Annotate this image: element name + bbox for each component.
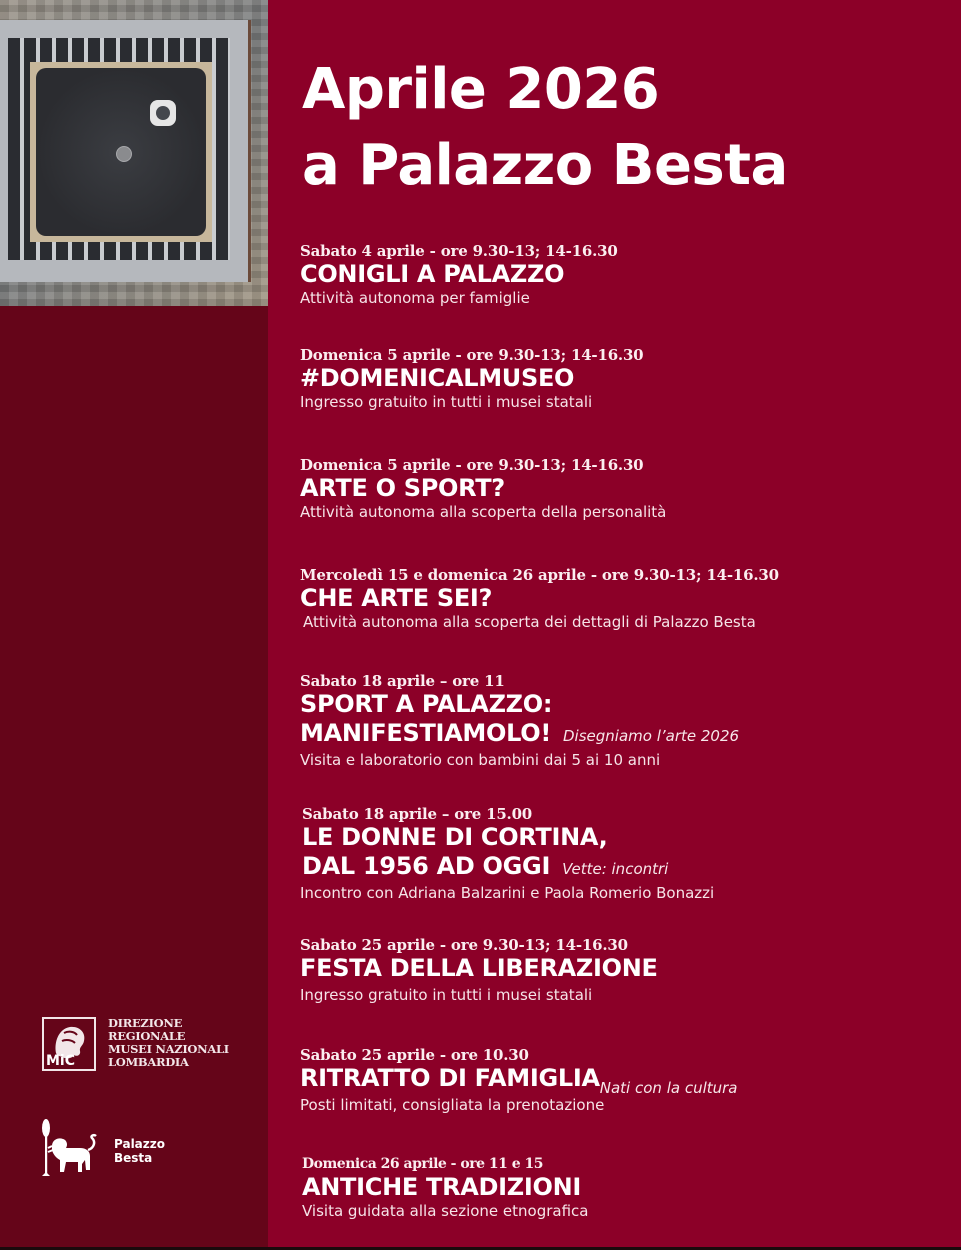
event-title: #DOMENICALMUSEO [300, 364, 575, 392]
event-description: Ingresso gratuito in tutti i musei statali [300, 986, 593, 1004]
besta-line-1: Palazzo [114, 1137, 165, 1151]
event-title: FESTA DELLA LIBERAZIONE [300, 954, 658, 982]
event-title-line-1: LE DONNE DI CORTINA, [302, 823, 608, 851]
event-date: Sabato 18 aprile – ore 11 [300, 672, 505, 690]
page-title [302, 52, 788, 204]
event-item [300, 456, 666, 522]
event-description: Incontro con Adriana Balzarini e Paola Romerio Bonazzi [300, 884, 715, 902]
event-description: Attività autonoma alla scoperta dei dettagli di Palazzo Besta [303, 613, 756, 631]
mic-line-2: REGIONALE [108, 1029, 186, 1043]
event-date: Sabato 4 aprile - ore 9.30-13; 14-16.30 [300, 242, 618, 260]
courtyard-photo [0, 0, 268, 306]
well-icon [150, 100, 176, 126]
lion-with-spear-icon [38, 1118, 104, 1180]
event-title-line-2 [300, 719, 739, 751]
event-description: Attività autonoma per famiglie [300, 289, 530, 307]
event-item [300, 1046, 738, 1115]
mic-logo [42, 1017, 229, 1071]
event-title: CHE ARTE SEI? [300, 584, 493, 612]
event-title: ANTICHE TRADIZIONI [302, 1173, 582, 1201]
event-item [302, 1155, 589, 1221]
event-item [300, 346, 643, 412]
mic-organization-name [108, 1017, 229, 1069]
event-series-tag: Vette: incontri [562, 860, 669, 878]
event-date: Domenica 5 aprile - ore 9.30-13; 14-16.30 [300, 346, 644, 364]
palazzo-besta-name [114, 1137, 165, 1165]
event-title-text: RITRATTO DI FAMIGLIA [300, 1064, 600, 1092]
mic-line-1: DIREZIONE [108, 1016, 183, 1030]
event-title-line-1: SPORT A PALAZZO: [300, 690, 553, 718]
event-title-text: DAL 1956 AD OGGI [302, 852, 551, 880]
event-title-text: MANIFESTIAMOLO! [300, 719, 551, 747]
event-series-tag: Nati con la cultura [599, 1079, 738, 1097]
palazzo-besta-logo [38, 1118, 165, 1180]
event-date: Sabato 25 aprile - ore 10.30 [300, 1046, 529, 1064]
event-description: Visita guidata alla sezione etnografica [302, 1202, 589, 1220]
event-title-line-2 [302, 852, 714, 884]
event-title: CONIGLI A PALAZZO [300, 260, 565, 288]
event-description: Attività autonoma alla scoperta della personalità [300, 503, 667, 521]
event-item [300, 242, 618, 308]
event-date: Sabato 25 aprile - ore 9.30-13; 14-16.30 [300, 936, 628, 954]
event-description: Ingresso gratuito in tutti i musei statali [300, 393, 593, 411]
event-date: Mercoledì 15 e domenica 26 aprile - ore 9.30-13; 14-16.30 [300, 566, 779, 584]
event-date: Sabato 18 aprile – ore 15.00 [302, 805, 533, 823]
event-date: Domenica 5 aprile - ore 9.30-13; 14-16.30 [300, 456, 644, 474]
event-item [302, 805, 714, 903]
center-drain-icon [116, 146, 132, 162]
event-item [300, 566, 779, 632]
title-line-1: Aprile 2026 [302, 57, 660, 122]
mic-head-icon [42, 1017, 96, 1071]
mic-label: MiC [46, 1053, 76, 1069]
title-line-2: a Palazzo Besta [302, 133, 788, 198]
event-title [300, 1064, 738, 1096]
mic-line-4: LOMBARDIA [108, 1055, 189, 1069]
event-series-tag: Disegniamo l’arte 2026 [563, 727, 740, 745]
mic-line-3: MUSEI NAZIONALI [108, 1042, 229, 1056]
event-description: Visita e laboratorio con bambini dai 5 ai 10 anni [300, 751, 661, 769]
besta-line-2: Besta [114, 1151, 153, 1165]
event-item [300, 672, 739, 770]
event-date: Domenica 26 aprile - ore 11 e 15 [302, 1156, 543, 1172]
event-title: ARTE O SPORT? [300, 474, 505, 502]
event-description: Posti limitati, consigliata la prenotazione [300, 1096, 605, 1114]
event-item [300, 936, 658, 1005]
